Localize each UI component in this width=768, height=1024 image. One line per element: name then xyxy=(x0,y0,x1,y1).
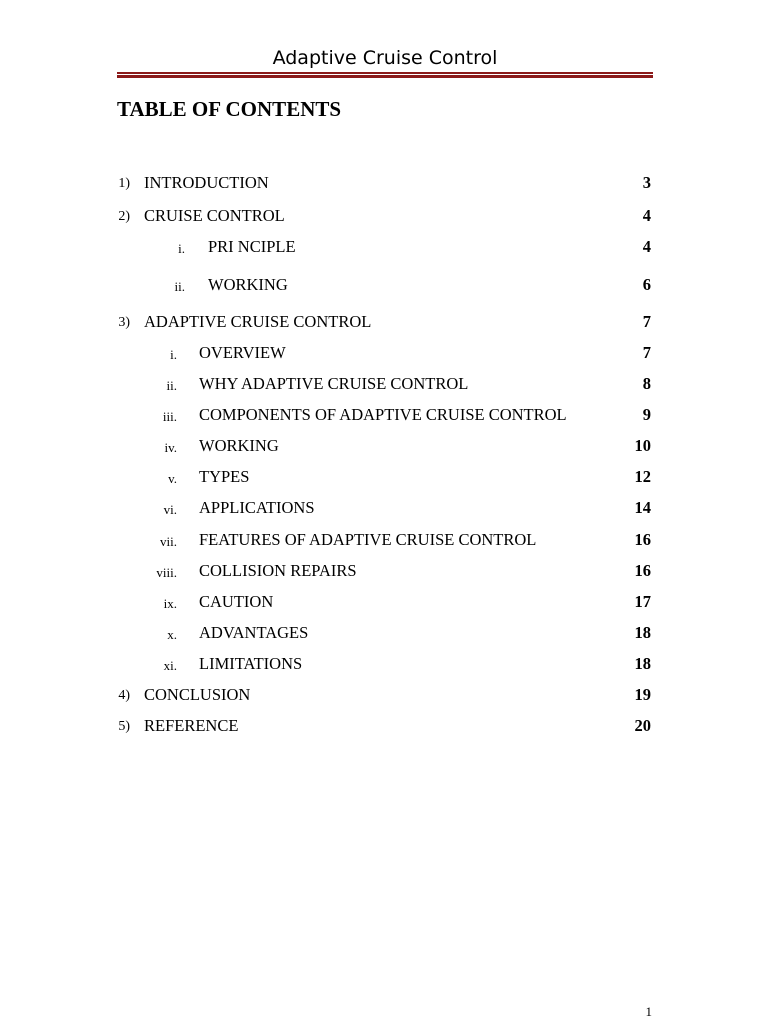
toc-entry-number: 1) xyxy=(118,176,130,191)
toc-entry-number: 3) xyxy=(118,315,130,330)
toc-entry xyxy=(0,311,768,333)
toc-entry-number: v. xyxy=(168,471,177,486)
toc-entry-label: FEATURES OF ADAPTIVE CRUISE CONTROL xyxy=(199,530,537,549)
toc-entry-number: xi. xyxy=(163,658,177,673)
toc-subentry xyxy=(0,497,768,519)
toc-entry-label: WORKING xyxy=(208,275,288,294)
toc-entry-page: 8 xyxy=(642,374,651,393)
header-rule-thin xyxy=(117,72,653,74)
header-rule-thick xyxy=(117,75,653,78)
toc-entry-page: 9 xyxy=(642,405,651,424)
toc-subentry xyxy=(0,591,768,613)
toc-entry-page: 10 xyxy=(634,436,651,455)
toc-subentry xyxy=(0,274,768,296)
toc-entry xyxy=(0,684,768,706)
footer-page-number: 1 xyxy=(645,1004,652,1019)
toc-subentry xyxy=(0,560,768,582)
toc-entry-label: COMPONENTS OF ADAPTIVE CRUISE CONTROL xyxy=(199,405,567,424)
toc-entry-page: 16 xyxy=(634,561,651,580)
toc-entry-label: LIMITATIONS xyxy=(199,654,303,673)
toc-entry-page: 20 xyxy=(634,716,651,735)
toc-entry-label: PRI NCIPLE xyxy=(208,237,296,256)
toc-entry-number: i. xyxy=(178,241,185,256)
toc-subentry xyxy=(0,342,768,364)
toc-entry-label: TYPES xyxy=(199,467,250,486)
toc-subentry xyxy=(0,529,768,551)
toc-entry-label: ADAPTIVE CRUISE CONTROL xyxy=(144,312,372,331)
toc-entry-number: iii. xyxy=(162,409,177,424)
toc-entry-number: vii. xyxy=(160,534,177,549)
toc-entry-label: WORKING xyxy=(199,436,279,455)
toc-entry-page: 18 xyxy=(634,623,651,642)
toc-entry-page: 7 xyxy=(642,312,651,331)
toc-entry xyxy=(0,205,768,227)
toc-entry-label: REFERENCE xyxy=(144,716,239,735)
toc-subentry xyxy=(0,373,768,395)
toc-entry-page: 12 xyxy=(634,467,651,486)
toc-entry-number: iv. xyxy=(164,440,177,455)
toc-entry-label: ADVANTAGES xyxy=(199,623,309,642)
toc-entry-number: vi. xyxy=(163,502,177,517)
toc-entry-number: ii. xyxy=(166,378,177,393)
toc-subentry xyxy=(0,653,768,675)
toc-entry-page: 4 xyxy=(642,237,651,256)
toc-entry xyxy=(0,172,768,194)
toc-entry-label: APPLICATIONS xyxy=(199,498,315,517)
toc-subentry xyxy=(0,236,768,258)
toc-entry-label: COLLISION REPAIRS xyxy=(199,561,357,580)
toc-entry-number: ii. xyxy=(174,279,185,294)
toc-entry-label: CRUISE CONTROL xyxy=(144,206,285,225)
toc-entry-page: 17 xyxy=(634,592,651,611)
running-header-title: Adaptive Cruise Control xyxy=(272,47,498,69)
toc-entry-number: 2) xyxy=(118,209,130,224)
toc-entry-page: 19 xyxy=(634,685,651,704)
toc-entry-number: ix. xyxy=(163,596,177,611)
toc-heading: TABLE OF CONTENTS xyxy=(117,97,342,121)
toc-entry-label: CAUTION xyxy=(199,592,274,611)
toc-entry-number: i. xyxy=(170,347,177,362)
toc-entry-page: 7 xyxy=(642,343,651,362)
toc-entry-label: WHY ADAPTIVE CRUISE CONTROL xyxy=(199,374,469,393)
toc-subentry xyxy=(0,622,768,644)
toc-entry-page: 6 xyxy=(642,275,651,294)
toc-entry-label: CONCLUSION xyxy=(144,685,251,704)
toc-subentry xyxy=(0,435,768,457)
toc-entry-number: 4) xyxy=(118,688,130,703)
toc-subentry xyxy=(0,466,768,488)
toc-entry-number: viii. xyxy=(156,565,177,580)
toc-entry-page: 18 xyxy=(634,654,651,673)
toc-entry-number: x. xyxy=(167,627,177,642)
toc-entry xyxy=(0,715,768,737)
toc-entry-page: 14 xyxy=(634,498,651,517)
toc-subentry xyxy=(0,404,768,426)
toc-entry-number: 5) xyxy=(118,719,130,734)
toc-entry-label: OVERVIEW xyxy=(199,343,286,362)
toc-entry-page: 16 xyxy=(634,530,651,549)
toc-entry-page: 4 xyxy=(642,206,651,225)
toc-entry-page: 3 xyxy=(642,173,651,192)
toc-entry-label: INTRODUCTION xyxy=(144,173,269,192)
